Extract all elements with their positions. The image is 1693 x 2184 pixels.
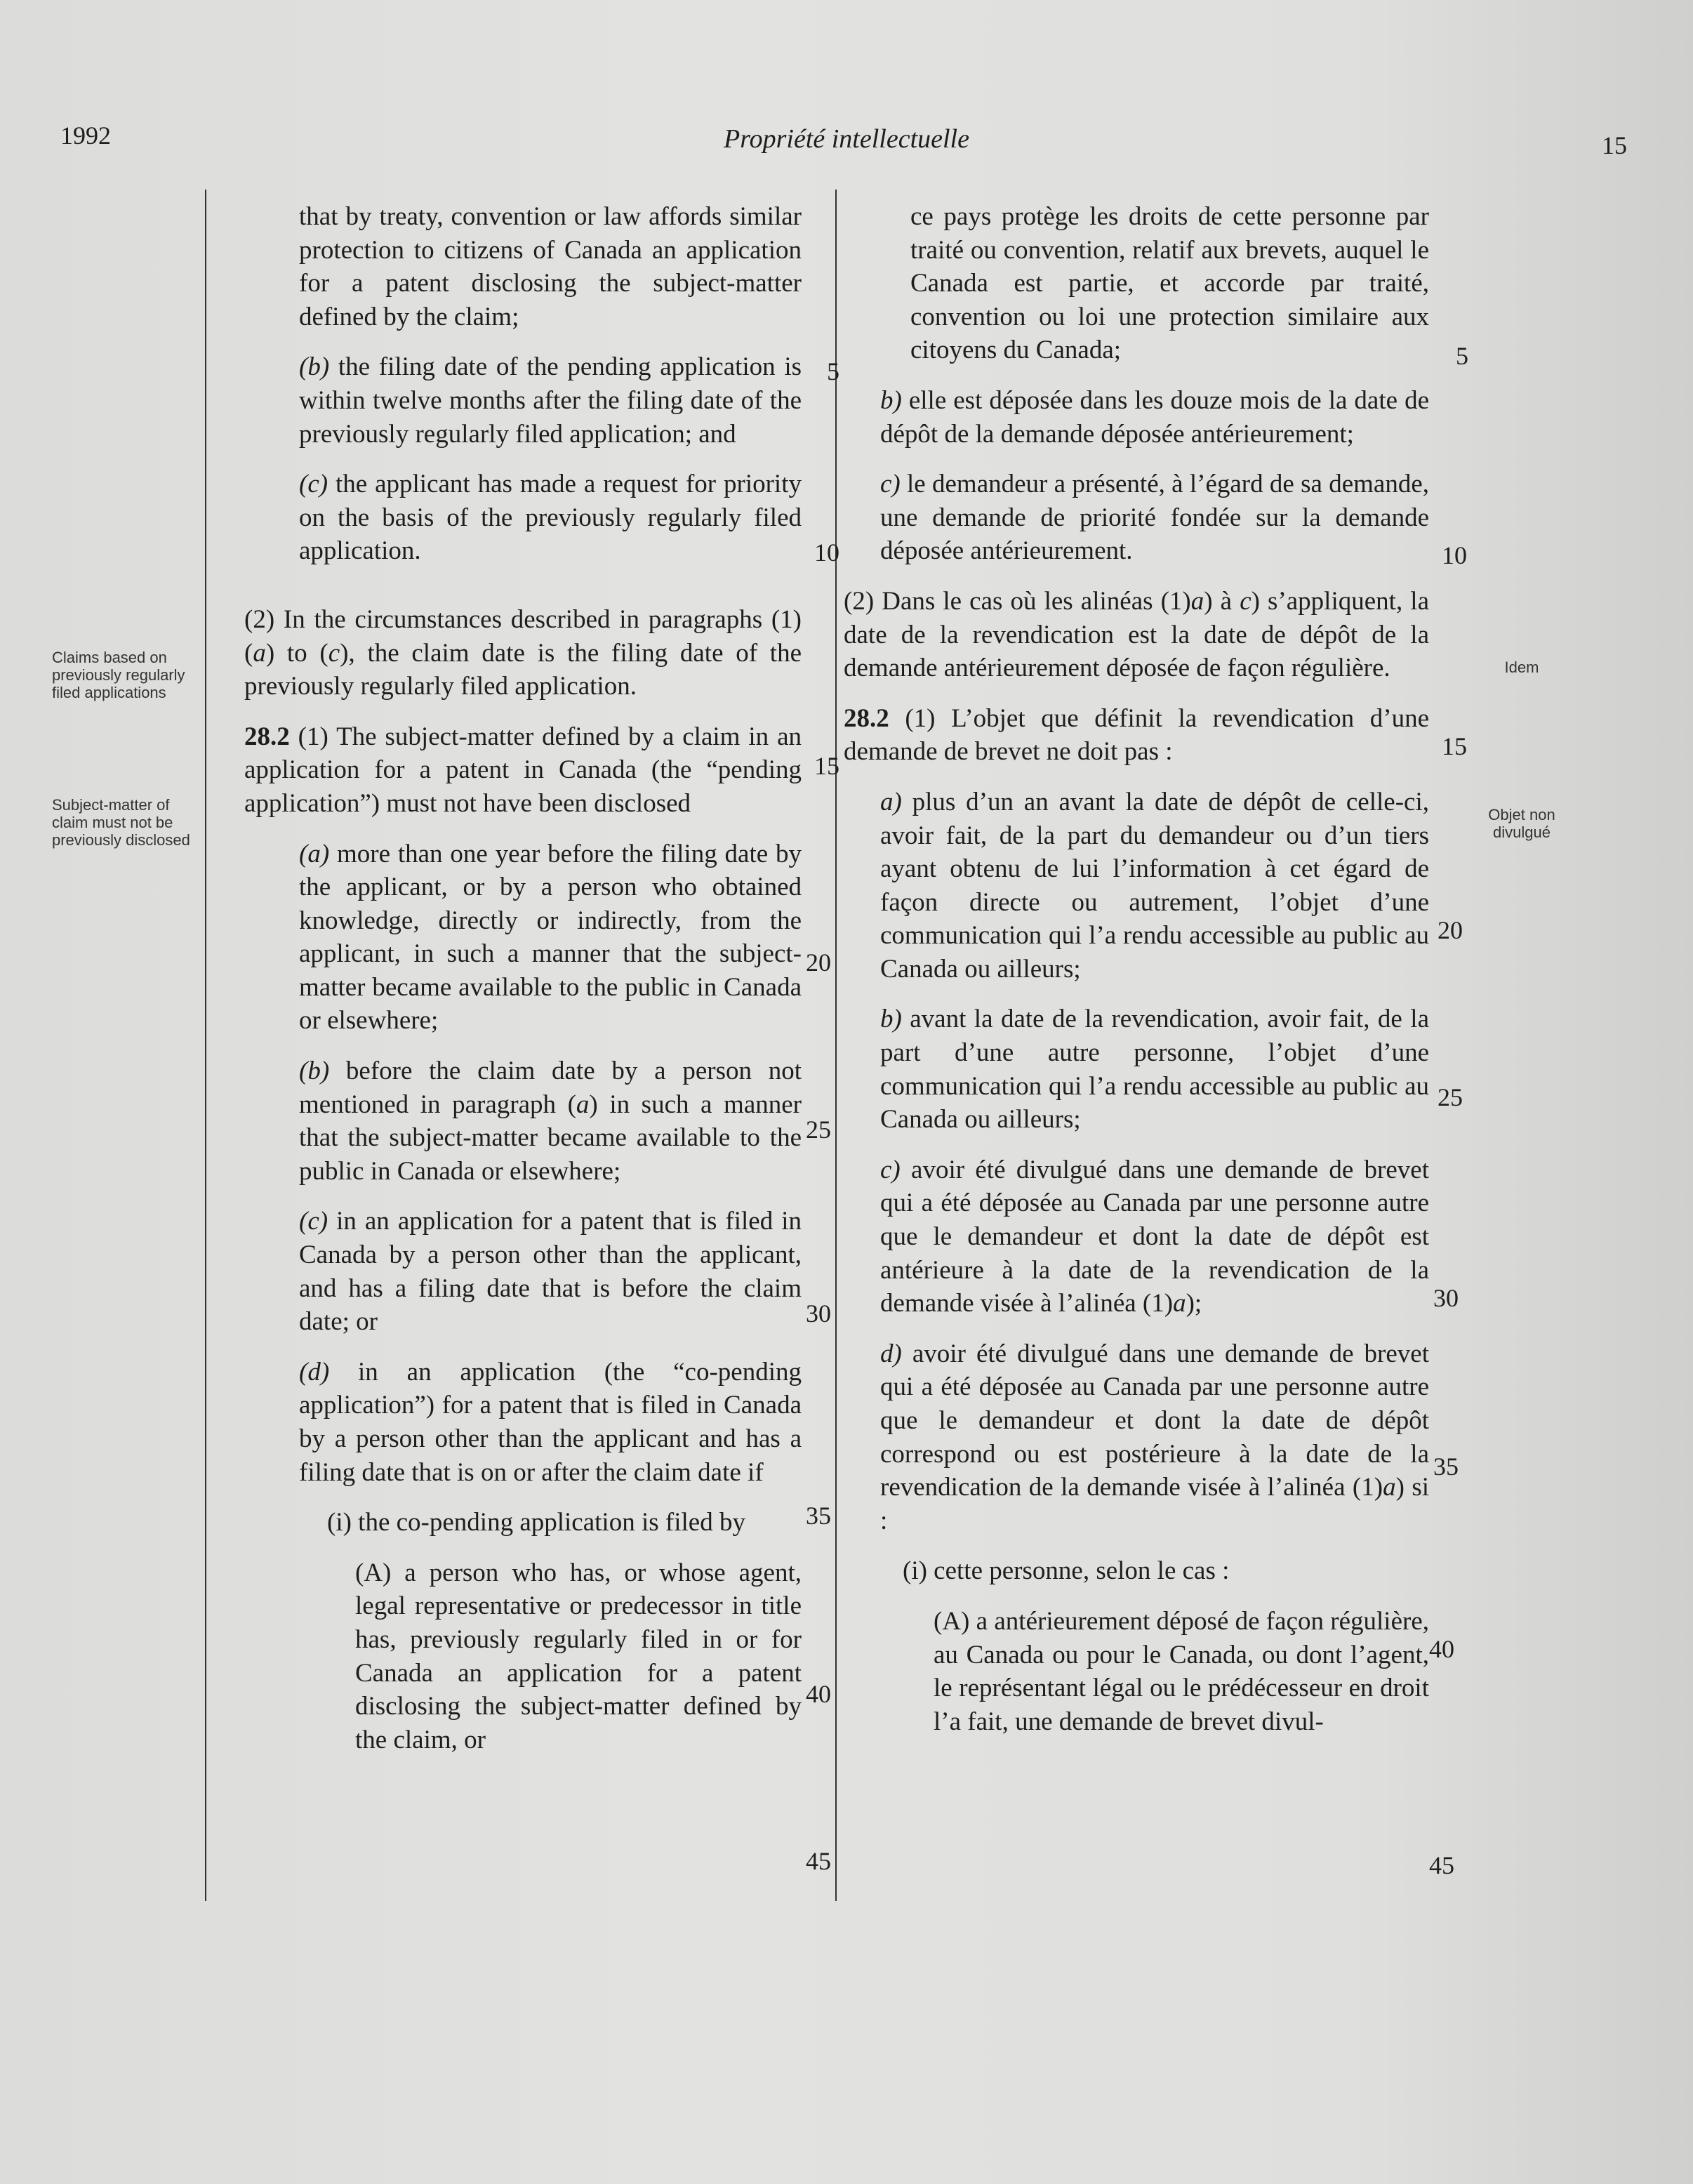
fr-paragraph-b: b) elle est déposée dans les douze mois de la date de dépôt de la demande déposée antérieurement;	[880, 385, 1429, 449]
fr-paragraph-28-2-d: d) avoir été divulgué dans une demande de brevet qui a été déposée au Canada par une personne autre que le demandeur et dont la date de dépôt correspond ou est postérieure à la date de la revendication de la demande visée à l’alinéa (1)a) si :	[880, 1339, 1429, 1535]
line-number-30-en: 30	[806, 1299, 831, 1328]
margin-note-claims-based: Claims based on previously regularly filed applications	[52, 649, 185, 701]
page-number: 15	[1602, 131, 1627, 159]
line-number-45-fr: 45	[1429, 1851, 1454, 1879]
en-paragraph-28-2-b: (b) before the claim date by a person not mentioned in paragraph (a) in such a manner that the subject-matter became available to the public in Canada or elsewhere;	[299, 1057, 802, 1186]
line-number-25-en: 25	[806, 1116, 831, 1144]
fr-clause-a: (A) a antérieurement déposé de façon régulière, au Canada ou pour le Canada, ou dont l’agent, le représentant légal ou le prédécesseur en droit l’a fait, une demande de brevet divul-	[934, 1606, 1429, 1736]
line-number-35-fr: 35	[1433, 1452, 1459, 1481]
line-number-20-fr: 20	[1438, 916, 1463, 944]
line-number-45-en: 45	[806, 1847, 831, 1875]
line-number-40-en: 40	[806, 1680, 831, 1708]
line-number-35-en: 35	[806, 1502, 831, 1530]
fr-paragraph-28-2-b: b) avant la date de la revendication, avoir fait, de la part d’une autre personne, l’objet d’une communication qui l’a rendu accessible au public au Canada ou ailleurs;	[880, 1005, 1429, 1134]
line-number-5-en: 5	[827, 357, 839, 385]
line-number-30-fr: 30	[1433, 1284, 1459, 1312]
en-subsection-2: (2) In the circumstances described in paragraphs (1)(a) to (c), the claim date is the filing date of the previously regularly filed application.	[244, 604, 802, 701]
en-paragraph-a-continued: that by treaty, convention or law affords similar protection to citizens of Canada an application for a patent disclosing the subject-matter defined by the claim;	[299, 202, 802, 331]
header-title: Propriété intellectuelle	[724, 124, 969, 154]
margin-note-idem: Idem	[1504, 658, 1539, 676]
fr-paragraph-a-continued: ce pays protège les droits de cette personne par traité ou convention, relatif aux brevets, auquel le Canada est partie, et accorde par traité, convention ou loi une protection similaire aux citoyens du Canada;	[910, 202, 1429, 365]
fr-paragraph-c: c) le demandeur a présenté, à l’égard de sa demande, une demande de priorité fondée sur la demande déposée antérieurement.	[880, 470, 1429, 566]
fr-subparagraph-i: (i) cette personne, selon le cas :	[903, 1556, 1230, 1586]
fr-subsection-2: (2) Dans le cas où les alinéas (1)a) à c) s’appliquent, la date de la revendication est la date de dépôt de la demande antérieurement déposée de façon régulière.	[844, 586, 1429, 683]
en-paragraph-28-2-c: (c) in an application for a patent that is filed in Canada by a person other than the applicant, and has a filing date that is before the claim date; or	[299, 1207, 802, 1337]
en-clause-a: (A) a person who has, or whose agent, legal representative or predecessor in title has, previously regularly filed in or for Canada an application for a patent disclosing the subject-matter defined by the claim, or	[355, 1558, 802, 1754]
en-section-28-2: 28.2 (1) The subject-matter defined by a claim in an application for a patent in Canada (the “pending application”) must not have been disclosed	[244, 722, 802, 818]
margin-note-subject-matter: Subject-matter of claim must not be previously disclosed	[52, 796, 190, 849]
line-number-5-fr: 5	[1456, 342, 1468, 370]
line-number-10-en: 10	[814, 538, 839, 567]
french-column	[844, 200, 1429, 1755]
en-subparagraph-i: (i) the co-pending application is filed by	[327, 1508, 745, 1537]
en-paragraph-28-2-d: (d) in an application (the “co-pending application”) for a patent that is filed in Canada by a person other than the applicant and has a filing date that is on or after the claim date if	[299, 1357, 802, 1487]
line-number-10-fr: 10	[1442, 541, 1467, 569]
en-paragraph-b: (b) the filing date of the pending application is within twelve months after the filing date of the previously regularly filed application; and	[299, 352, 802, 449]
line-number-40-fr: 40	[1429, 1635, 1454, 1663]
header-year: 1992	[60, 121, 111, 150]
center-column-rule	[835, 190, 837, 1901]
line-number-15-en: 15	[814, 752, 839, 780]
english-column	[216, 200, 802, 1773]
line-number-20-en: 20	[806, 948, 831, 977]
margin-note-objet-non-divulgue: Objet non divulgué	[1488, 806, 1555, 841]
left-column-rule	[205, 190, 206, 1901]
line-number-15-fr: 15	[1442, 732, 1467, 760]
fr-section-28-2: 28.2 (1) L’objet que définit la revendication d’une demande de brevet ne doit pas :	[844, 703, 1429, 767]
en-paragraph-28-2-a: (a) more than one year before the filing date by the applicant, or by a person who obtained knowledge, directly or indirectly, from the applicant, in such a manner that the subject-matter became available to the public in Canada or elsewhere;	[299, 839, 802, 1035]
fr-paragraph-28-2-c: c) avoir été divulgué dans une demande de brevet qui a été déposée au Canada par une personne autre que le demandeur et dont la date de dépôt est antérieure à la date de la revendication de la demande visée à l’alinéa (1)a);	[880, 1155, 1429, 1318]
fr-paragraph-28-2-a: a) plus d’un an avant la date de dépôt de celle-ci, avoir fait, de la part du demandeur ou d’un tiers ayant obtenu de lui l’information à cet égard de façon directe ou autrement, l’objet d’une communication qui l’a rendu accessible au public au Canada ou ailleurs;	[880, 787, 1429, 984]
line-number-25-fr: 25	[1438, 1083, 1463, 1111]
en-paragraph-c: (c) the applicant has made a request for priority on the basis of the previously regularly filed application.	[299, 470, 802, 566]
